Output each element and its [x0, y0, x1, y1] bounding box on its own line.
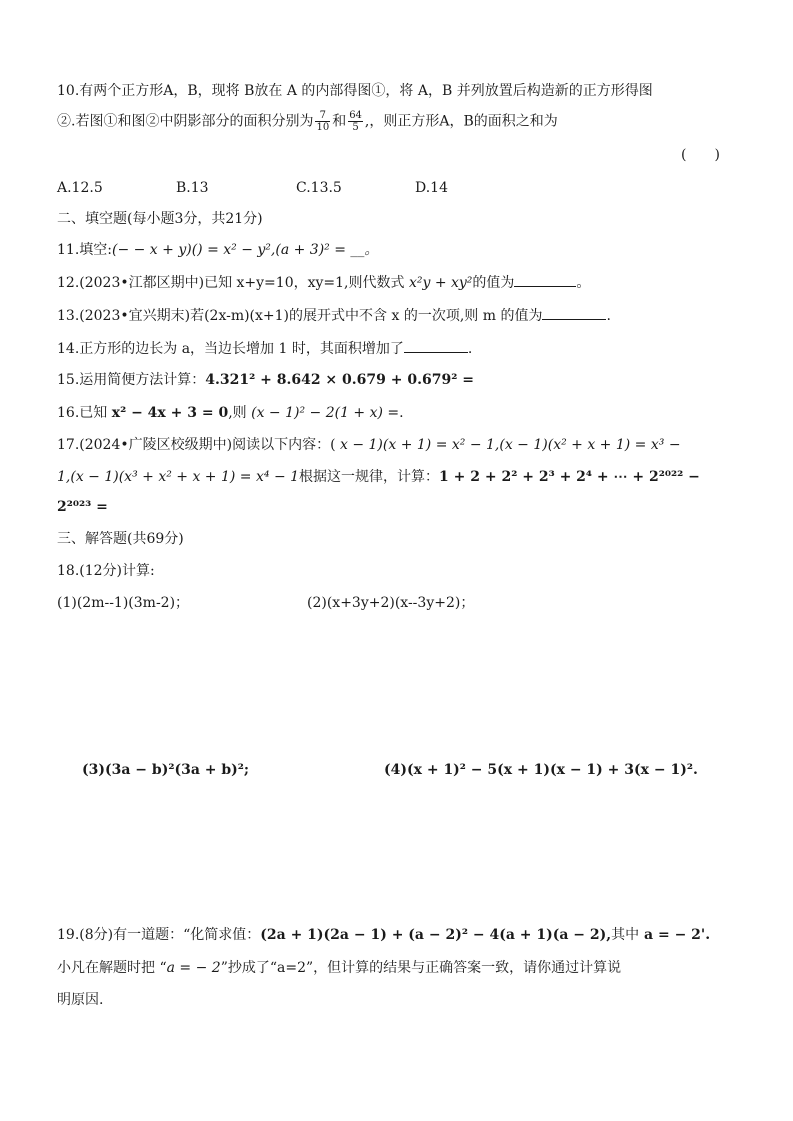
q17-line2-text: 根据这一规律，计算： — [299, 469, 440, 485]
answer-parentheses: ( ) — [681, 147, 720, 163]
q16-expr2: (x − 1)² − 2(1 + x) = — [251, 405, 400, 421]
q19-line2-expr: a = − 2 — [166, 960, 221, 976]
q18-part1: (1)(2m--1)(3m-2)； — [57, 595, 190, 611]
q12-expr: x²y + xy² — [408, 275, 473, 291]
section2-title: 二、填空题(每小题3分，共21分) — [57, 211, 263, 227]
option-c: C.13.5 — [296, 180, 342, 196]
q12-end: 。 — [576, 275, 591, 291]
q17-line2-expr: 1,(x − 1)(x³ + x² + x + 1) = x⁴ − 1 — [57, 469, 300, 485]
option-d: D.14 — [415, 180, 448, 196]
q18-part2: (2)(x+3y+2)(x--3y+2)； — [307, 595, 475, 611]
fraction-7-10 — [315, 110, 330, 133]
q15-prefix: 15.运用简便方法计算： — [57, 372, 206, 388]
q19-line2 — [57, 958, 621, 978]
q18-title: 18.(12分)计算: — [57, 563, 155, 579]
fraction-64-5 — [348, 110, 363, 133]
q11-expr: (− − x + y)() = x² − y²,(a + 3)² = __。 — [111, 242, 379, 258]
q12-prefix: 12.(2023•江都区期中)已知 x+y=10，xy=1,则代数式 — [57, 275, 409, 291]
q16 — [57, 403, 404, 423]
q17-line1-expr: x − 1)(x + 1) = x² − 1,(x − 1)(x² + x + 1) = x³ − — [335, 437, 681, 453]
q17-line1-prefix: 17.(2024•广陵区校级期中)阅读以下内容：( — [57, 437, 336, 453]
q19-line1 — [57, 925, 710, 945]
q18-part4: (4)(x + 1)² − 5(x + 1)(x − 1) + 3(x − 1)². — [384, 762, 698, 778]
q17-line2 — [57, 467, 700, 487]
option-a: A.12.5 — [57, 180, 103, 196]
section3-title: 三、解答题(共69分) — [57, 531, 184, 547]
q19-line1-prefix: 19.(8分)有一道题：“化简求值： — [57, 927, 261, 943]
q11 — [57, 240, 378, 260]
q14-end: . — [467, 341, 473, 357]
q17-line3-expr: 2²⁰²³ = — [57, 499, 108, 515]
q11-prefix: 11.填空: — [57, 242, 112, 258]
q17-line2-expr2: 1 + 2 + 2² + 2³ + 2⁴ + ⋯ + 2²⁰²² − — [439, 469, 700, 485]
q19-line1-expr: (2a + 1)(2a − 1) + (a − 2)² − 4(a + 1)(a − 2), — [260, 927, 612, 943]
q13-text: 13.(2023•宜兴期末)若(2x-m)(x+1)的展开式中不含 x 的一次项,则 m 的值为 — [57, 308, 543, 324]
q13-end: . — [606, 308, 611, 324]
q13-answer-blank — [542, 305, 606, 320]
frac1-den: 10 — [316, 122, 330, 133]
q17-line3 — [57, 497, 108, 517]
frac2-den: 5 — [352, 122, 359, 133]
q10-line1: 10.有两个正方形A，B，现将 B放在 A 的内部得图①，将 A，B 并列放置后构造新的正方形得图 — [57, 83, 653, 99]
q12-answer-blank — [514, 272, 576, 287]
q17-line1 — [57, 435, 681, 455]
q14 — [57, 338, 472, 359]
q19-line2-prefix: 小凡在解题时把 “ — [57, 960, 167, 976]
q12-suffix: 的值为 — [472, 275, 515, 291]
q10-line2 — [57, 110, 558, 133]
q16-prefix: 16.已知 — [57, 405, 112, 421]
q19-line2-post: ”抄成了“a=2”，但计算的结果与正确答案一致，请你通过计算说 — [220, 960, 622, 976]
q19-line3: 明原因. — [57, 992, 104, 1008]
q15 — [57, 370, 474, 390]
q16-end: . — [399, 405, 404, 421]
q10-and: 和 — [332, 113, 347, 130]
q10-line2-pre: ②.若图①和图②中阴影部分的面积分别为 — [57, 113, 314, 130]
q18-part3: (3)(3a − b)²(3a + b)²; — [82, 762, 250, 778]
q14-answer-blank — [404, 338, 468, 353]
q12 — [57, 272, 590, 293]
q16-expr1: x² − 4x + 3 = 0 — [111, 405, 229, 421]
q14-text: 14.正方形的边长为 a，当边长增加 1 时，其面积增加了 — [57, 341, 404, 357]
q19-line1-mid: 其中 — [611, 927, 640, 943]
q10-line2-post: ,，则正方形A，B的面积之和为 — [364, 113, 558, 130]
frac2-num: 64 — [349, 110, 362, 121]
q19-line1-expr2: a = − 2'. — [639, 927, 711, 943]
q16-mid: ,则 — [228, 405, 252, 421]
q13 — [57, 305, 611, 326]
q15-expr: 4.321² + 8.642 × 0.679 + 0.679² = — [205, 372, 474, 388]
option-b: B.13 — [176, 180, 209, 196]
frac1-num: 7 — [315, 110, 330, 122]
